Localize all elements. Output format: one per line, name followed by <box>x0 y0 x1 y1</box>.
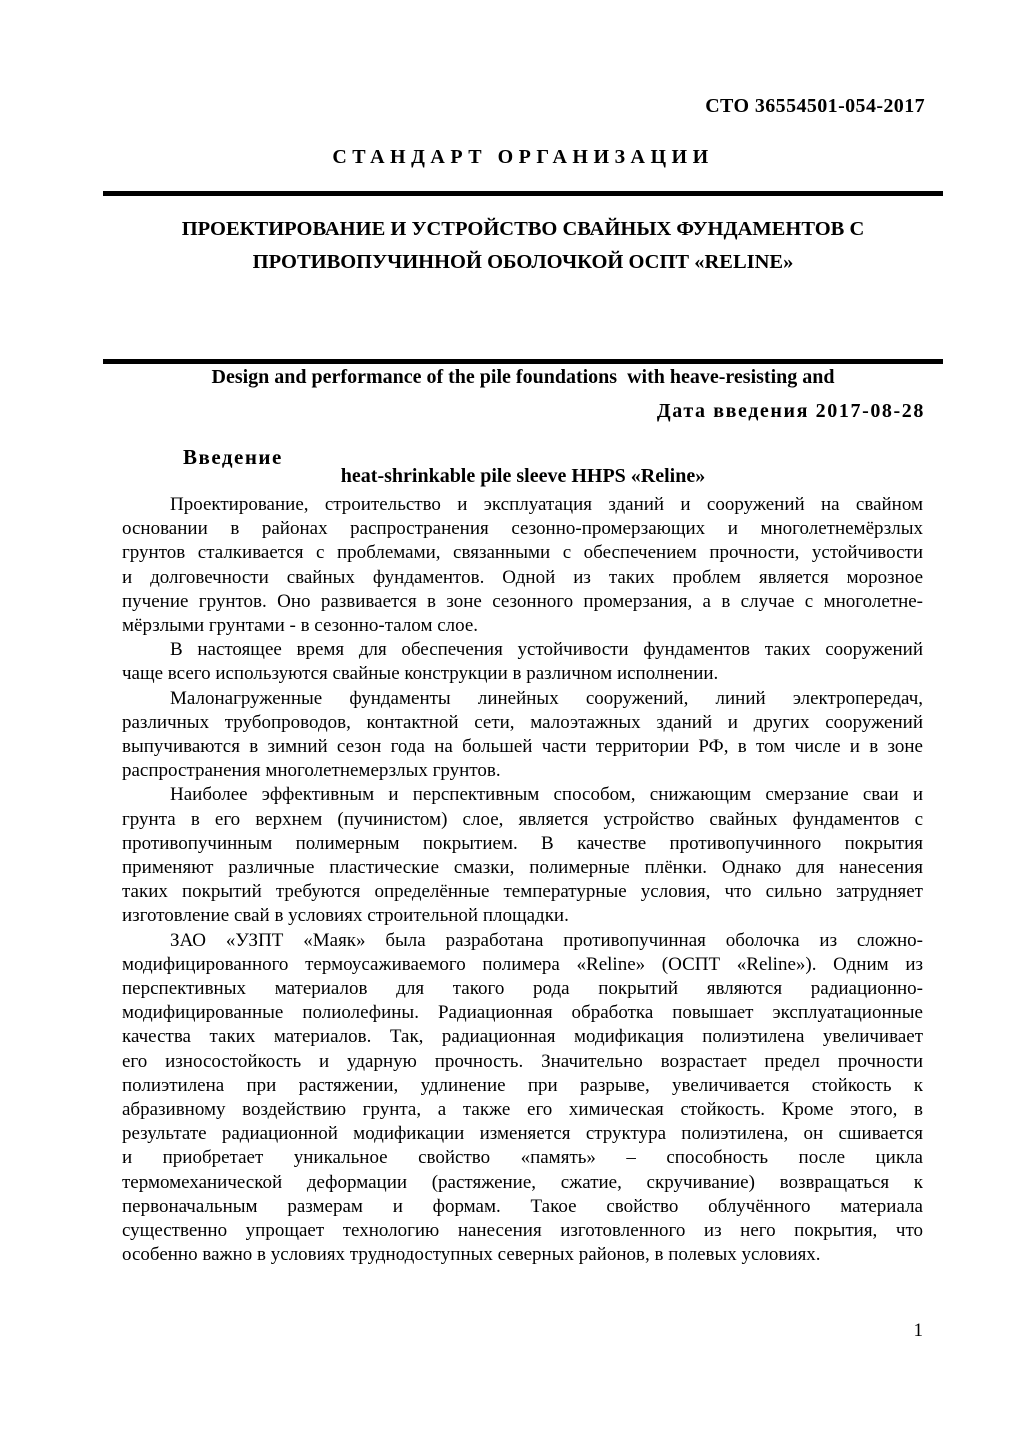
title-english-line1: Design and performance of the pile foundations with heave-resisting and <box>211 366 835 388</box>
paragraph-line: абразивному воздействию грунта, а также его химическая стойкость. Кроме этого, в <box>122 1099 923 1121</box>
paragraph-line: термомеханической деформации (растяжение, сжатие, скручивание) возвращаться к <box>122 1171 923 1193</box>
title-russian-line2: ПРОТИВОПУЧИННОЙ ОБОЛОЧКОЙ ОСПТ «RELINE» <box>252 251 794 273</box>
paragraph-line: выпучиваются в зимний сезон года на большей части территории РФ, в том числе и в зоне <box>122 736 923 758</box>
paragraph-line: чаще всего используются свайные конструкции в различном исполнении. <box>122 663 719 685</box>
paragraph-line: полиэтилена при растяжении, удлинение при разрыве, увеличивается стойкость к <box>122 1074 923 1096</box>
horizontal-rule-bottom <box>103 359 943 364</box>
title-english-line2: heat-shrinkable pile sleeve HHPS «Reline» <box>340 465 706 487</box>
paragraph-line: существенно упрощает технологию нанесения изготовленного из него покрытия, что <box>122 1220 923 1242</box>
paragraph <box>122 687 923 784</box>
paragraph-line: модифицированные полиолефины. Радиационная обработка повышает эксплуатационные <box>122 1002 923 1024</box>
paragraph-line: изготовление свай в условиях строительной площадки. <box>122 905 569 927</box>
doc-number: СТО 36554501-054-2017 <box>705 95 925 117</box>
effective-date: Дата введения 2017-08-28 <box>656 400 925 422</box>
paragraph-line: таких покрытий требуются определённые температурные условия, что сильно затрудняет <box>122 881 923 903</box>
paragraph-line: грунта в его верхнем (пучинистом) слое, является устройство свайных фундаментов с <box>122 808 923 830</box>
horizontal-rule-top <box>103 191 943 196</box>
paragraph-line: ЗАО «УЗПТ «Маяк» была разработана противопучинная оболочка из сложно- <box>170 929 923 951</box>
paragraph-line: применяют различные пластические смазки, полимерные плёнки. Однако для нанесения <box>122 857 923 879</box>
paragraph-line: противопучинным полимерным покрытием. В качестве противопучинного покрытия <box>122 832 923 854</box>
paragraph <box>122 493 923 638</box>
paragraph-line: модифицированного термоусаживаемого полимера «Reline» (ОСПТ «Reline»). Одним из <box>122 953 923 975</box>
title-russian <box>103 213 943 279</box>
paragraphs <box>122 493 923 1268</box>
paragraph-line: результате радиационной модификации изменяется структура полиэтилена, он сшивается <box>122 1123 923 1145</box>
paragraph-line: мёрзлыми грунтами - в сезонно-талом слое. <box>122 615 479 637</box>
paragraph-line: его износостойкость и ударную прочность. Значительно возрастает предел прочности <box>122 1050 923 1072</box>
paragraph-line: и приобретает уникальное свойство «память» – способность после цикла <box>122 1147 923 1169</box>
introduction-heading: Введение <box>183 445 283 469</box>
paragraph-line: особенно важно в условиях труднодоступных северных районов, в полевых условиях. <box>122 1244 821 1266</box>
title-russian-line1: ПРОЕКТИРОВАНИЕ И УСТРОЙСТВО СВАЙНЫХ ФУНДАМЕНТОВ С <box>181 218 865 240</box>
paragraph <box>122 638 923 686</box>
paragraph-line: основании в районах распространения сезонно-промерзающих и многолетнемёрзлых <box>122 518 923 540</box>
paragraph-line: грунтов сталкивается с проблемами, связанными с обеспечением прочности, устойчивости <box>122 542 923 564</box>
page-number: 1 <box>913 1320 923 1341</box>
paragraph-line: качества таких материалов. Так, радиационная модификация полиэтилена увеличивает <box>122 1026 923 1048</box>
standard-type-label: СТАНДАРТ ОРГАНИЗАЦИИ <box>332 146 714 168</box>
paragraph-line: и долговечности свайных фундаментов. Одной из таких проблем является морозное <box>122 566 923 588</box>
paragraph <box>122 783 923 928</box>
paragraph-line: В настоящее время для обеспечения устойчивости фундаментов таких сооружений <box>170 639 923 661</box>
paragraph-line: перспективных материалов для такого рода покрытий являются радиационно- <box>122 978 923 1000</box>
paragraph-line: первоначальным размерам и формам. Такое свойство облучённого материала <box>122 1195 923 1217</box>
paragraph <box>122 929 923 1268</box>
paragraph-line: распространения многолетнемерзлых грунтов. <box>122 760 501 782</box>
paragraph-line: пучение грунтов. Оно развивается в зоне сезонного промерзания, а в случае с многолетне- <box>122 590 923 612</box>
paragraph-line: Малонагруженные фундаменты линейных сооружений, линий электропередач, <box>170 687 923 709</box>
paragraph-line: Наиболее эффективным и перспективным способом, снижающим смерзание сваи и <box>170 784 923 806</box>
paragraph-line: Проектирование, строительство и эксплуатация зданий и сооружений на свайном <box>170 494 923 515</box>
paragraph-line: различных трубопроводов, контактной сети, малоэтажных зданий и других сооружений <box>122 711 923 733</box>
